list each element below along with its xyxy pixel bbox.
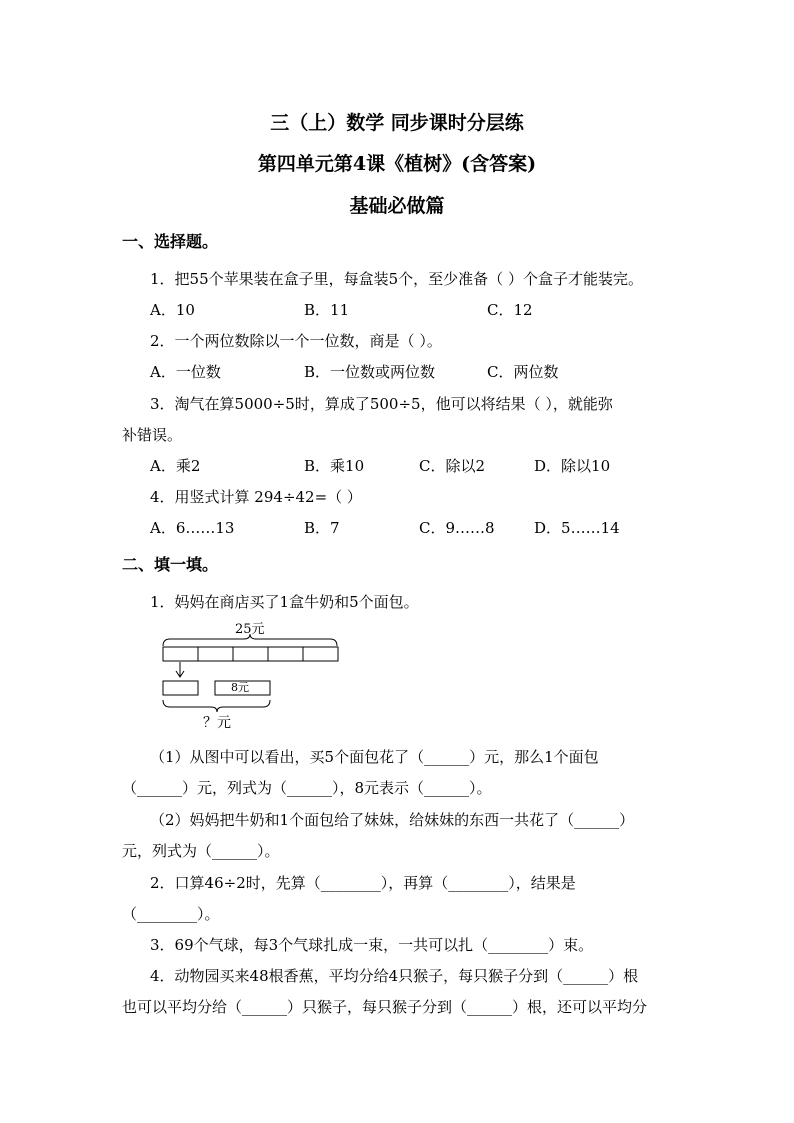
- fill-question-4-text-cont: 也可以平均分给（______）只猴子，每只猴子分到（______）根，还可以平均分: [122, 998, 648, 1016]
- option-b: B．乘10: [304, 457, 365, 475]
- option-b: B．7: [304, 519, 340, 537]
- total-label: 25元: [235, 622, 265, 637]
- fill-question-2-text: 2．口算46÷2时，先算（________），再算（________），结果是: [150, 874, 576, 892]
- level-title: 基础必做篇: [349, 195, 445, 217]
- bar-segment: [163, 647, 198, 661]
- question-brace: [163, 700, 270, 712]
- option-a: A．10: [150, 301, 195, 319]
- fill-question-4-text: 4．动物园买来48根香蕉，平均分给4只猴子，每只猴子分到（______）根: [150, 967, 639, 985]
- option-c: C．除以2: [419, 457, 486, 475]
- question-1-text: 1．把55个苹果装在盒子里，每盒装5个，至少准备（ ）个盒子才能装完。: [150, 270, 643, 288]
- question-2-text: 2．一个两位数除以一个一位数，商是（ ）。: [150, 332, 442, 350]
- option-d: D．除以10: [534, 457, 611, 475]
- option-a: A．6……13: [150, 519, 235, 537]
- sub-question-2-text-cont: 元，列式为（______）。: [122, 842, 280, 860]
- section-heading-choice: 一、选择题。: [122, 232, 219, 251]
- sub-question-1-text: （1）从图中可以看出，买5个面包花了（______）元，那么1个面包: [150, 748, 599, 766]
- question-label: ？元: [203, 715, 231, 731]
- bar-segment: [303, 647, 338, 661]
- question-4-text: 4．用竖式计算 294÷42=（ ）: [150, 488, 362, 506]
- fill-question-2-text-cont: （________）。: [122, 905, 220, 923]
- option-c: C．两位数: [487, 363, 559, 381]
- option-c: C．9……8: [419, 519, 495, 537]
- question-3-text: 3．淘气在算5000÷5时，算成了500÷5，他可以将结果（ ），就能弥: [150, 395, 613, 413]
- bar-segment: [198, 647, 233, 661]
- single-bread-box: [163, 681, 198, 695]
- page-title: 三（上）数学 同步课时分层练: [270, 112, 524, 134]
- sub-question-2-text: （2）妈妈把牛奶和1个面包给了妹妹，给妹妹的东西一共花了（______）: [150, 811, 635, 829]
- option-b: B．11: [304, 301, 350, 319]
- option-d: D．5……14: [534, 519, 620, 537]
- question-3-text-cont: 补错误。: [122, 426, 183, 444]
- section-heading-fill: 二、填一填。: [122, 555, 219, 574]
- price-label: 8元: [231, 681, 249, 694]
- option-a: A．乘2: [150, 457, 201, 475]
- option-b: B．一位数或两位数: [304, 363, 436, 381]
- bar-segment: [268, 647, 303, 661]
- bar-segment: [233, 647, 268, 661]
- page-subtitle: 第四单元第4课《植树》(含答案): [257, 153, 537, 175]
- fill-question-1-text: 1．妈妈在商店买了1盒牛奶和5个面包。: [150, 593, 419, 611]
- fill-question-3-text: 3．69个气球，每3个气球扎成一束，一共可以扎（________）束。: [150, 936, 594, 954]
- sub-question-1-text-cont: （______）元，列式为（______），8元表示（______）。: [122, 779, 492, 797]
- option-a: A．一位数: [150, 363, 221, 381]
- option-c: C．12: [487, 301, 533, 319]
